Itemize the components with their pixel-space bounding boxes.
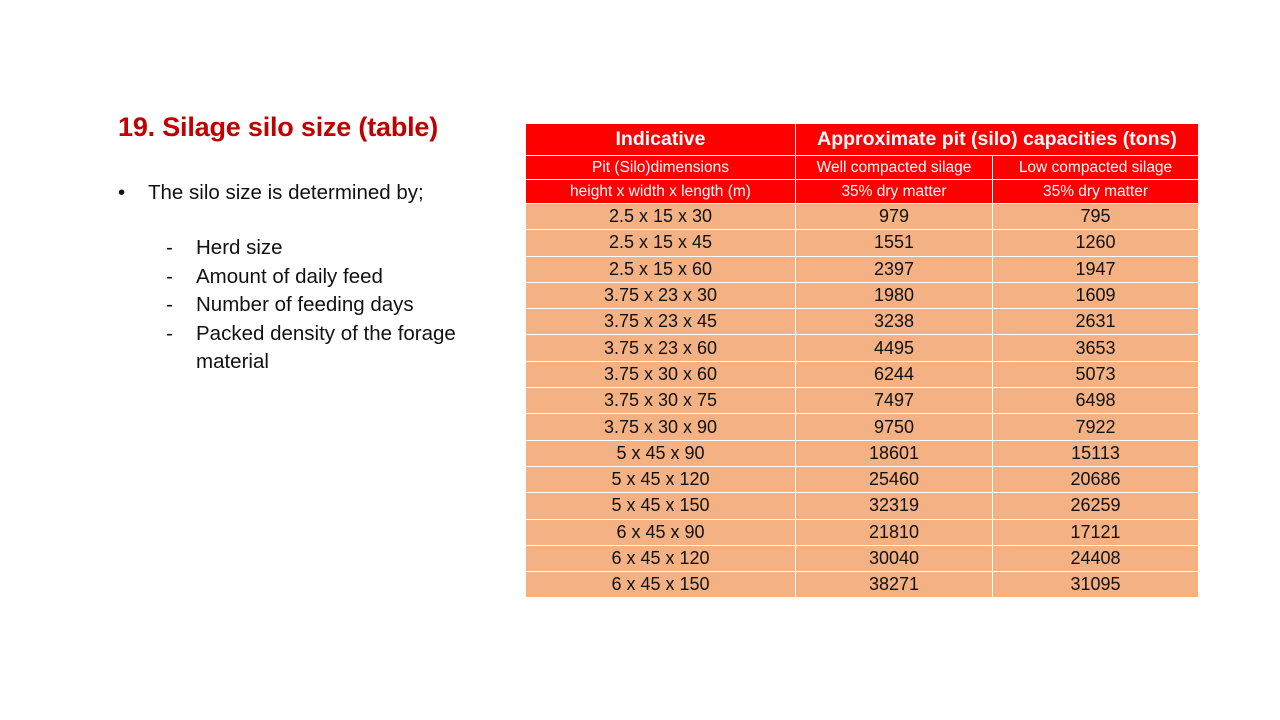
silo-capacity-table-container — [525, 123, 1198, 598]
sub-item-text: Herd size — [196, 236, 283, 259]
cell-well-compacted: 32319 — [796, 493, 993, 519]
subheader-cell: Well compacted silage — [796, 156, 993, 180]
table-row — [526, 493, 1199, 519]
bullet-list — [118, 178, 458, 377]
cell-well-compacted: 18601 — [796, 440, 993, 466]
subheader-cell: 35% dry matter — [993, 180, 1199, 204]
sub-item-packed-density — [166, 320, 458, 377]
sub-list — [118, 234, 458, 377]
cell-low-compacted: 1947 — [993, 256, 1199, 282]
table-row — [526, 519, 1199, 545]
sub-item-text: Number of feeding days — [196, 293, 414, 317]
cell-well-compacted: 25460 — [796, 466, 993, 492]
subheader-cell: Low compacted silage — [993, 156, 1199, 180]
bullet-marker: • — [118, 181, 126, 204]
cell-well-compacted: 6244 — [796, 361, 993, 387]
cell-low-compacted: 7922 — [993, 414, 1199, 440]
table-row — [526, 545, 1199, 571]
sub-item-text: Packed density of the forage material — [196, 321, 456, 374]
table-row — [526, 388, 1199, 414]
table-row — [526, 230, 1199, 256]
cell-dimensions: 3.75 x 30 x 90 — [526, 414, 796, 440]
cell-well-compacted: 4495 — [796, 335, 993, 361]
table-body — [526, 204, 1199, 598]
cell-well-compacted: 30040 — [796, 545, 993, 571]
cell-low-compacted: 6498 — [993, 388, 1199, 414]
dash-marker: - — [166, 264, 173, 288]
dash-marker: - — [166, 321, 173, 345]
cell-dimensions: 3.75 x 23 x 45 — [526, 309, 796, 335]
sub-item-feeding-days — [166, 291, 458, 320]
table-row — [526, 204, 1199, 230]
header-indicative: Indicative — [526, 124, 796, 156]
cell-well-compacted: 21810 — [796, 519, 993, 545]
cell-dimensions: 3.75 x 23 x 60 — [526, 335, 796, 361]
cell-dimensions: 5 x 45 x 120 — [526, 466, 796, 492]
cell-well-compacted: 1551 — [796, 230, 993, 256]
table-subheader-row — [526, 180, 1199, 204]
table-subheader-row — [526, 156, 1199, 180]
cell-low-compacted: 15113 — [993, 440, 1199, 466]
subheader-cell: height x width x length (m) — [526, 180, 796, 204]
header-capacities: Approximate pit (silo) capacities (tons) — [796, 124, 1199, 156]
cell-low-compacted: 31095 — [993, 572, 1199, 598]
cell-low-compacted: 1260 — [993, 230, 1199, 256]
table-row — [526, 361, 1199, 387]
cell-dimensions: 6 x 45 x 90 — [526, 519, 796, 545]
cell-dimensions: 6 x 45 x 150 — [526, 572, 796, 598]
cell-well-compacted: 7497 — [796, 388, 993, 414]
sub-item-text: Amount of daily feed — [196, 264, 383, 288]
cell-low-compacted: 24408 — [993, 545, 1199, 571]
sub-item-daily-feed — [166, 263, 458, 292]
cell-dimensions: 3.75 x 30 x 75 — [526, 388, 796, 414]
table-row — [526, 256, 1199, 282]
cell-well-compacted: 38271 — [796, 572, 993, 598]
cell-low-compacted: 1609 — [993, 282, 1199, 308]
cell-dimensions: 2.5 x 15 x 60 — [526, 256, 796, 282]
sub-item-herd-size — [166, 234, 458, 263]
cell-dimensions: 5 x 45 x 90 — [526, 440, 796, 466]
table-row — [526, 282, 1199, 308]
subheader-cell: 35% dry matter — [796, 180, 993, 204]
cell-dimensions: 3.75 x 30 x 60 — [526, 361, 796, 387]
table-row — [526, 466, 1199, 492]
cell-dimensions: 2.5 x 15 x 45 — [526, 230, 796, 256]
cell-dimensions: 3.75 x 23 x 30 — [526, 282, 796, 308]
cell-dimensions: 6 x 45 x 120 — [526, 545, 796, 571]
dash-marker: - — [166, 236, 173, 259]
cell-low-compacted: 2631 — [993, 309, 1199, 335]
table-row — [526, 414, 1199, 440]
table-header-row — [526, 124, 1199, 156]
cell-well-compacted: 2397 — [796, 256, 993, 282]
silo-capacity-table — [525, 123, 1199, 598]
cell-dimensions: 2.5 x 15 x 30 — [526, 204, 796, 230]
cell-well-compacted: 979 — [796, 204, 993, 230]
cell-low-compacted: 20686 — [993, 466, 1199, 492]
table-row — [526, 335, 1199, 361]
cell-well-compacted: 1980 — [796, 282, 993, 308]
cell-low-compacted: 17121 — [993, 519, 1199, 545]
cell-dimensions: 5 x 45 x 150 — [526, 493, 796, 519]
table-row — [526, 440, 1199, 466]
dash-marker: - — [166, 293, 173, 317]
subheader-cell: Pit (Silo)dimensions — [526, 156, 796, 180]
cell-low-compacted: 5073 — [993, 361, 1199, 387]
slide-title: 19. Silage silo size (table) — [118, 112, 439, 142]
table-row — [526, 309, 1199, 335]
table-row — [526, 572, 1199, 598]
cell-low-compacted: 3653 — [993, 335, 1199, 361]
cell-low-compacted: 26259 — [993, 493, 1199, 519]
cell-well-compacted: 9750 — [796, 414, 993, 440]
cell-well-compacted: 3238 — [796, 309, 993, 335]
bullet-text: The silo size is determined by; — [148, 181, 424, 204]
cell-low-compacted: 795 — [993, 204, 1199, 230]
bullet-item — [118, 178, 458, 208]
